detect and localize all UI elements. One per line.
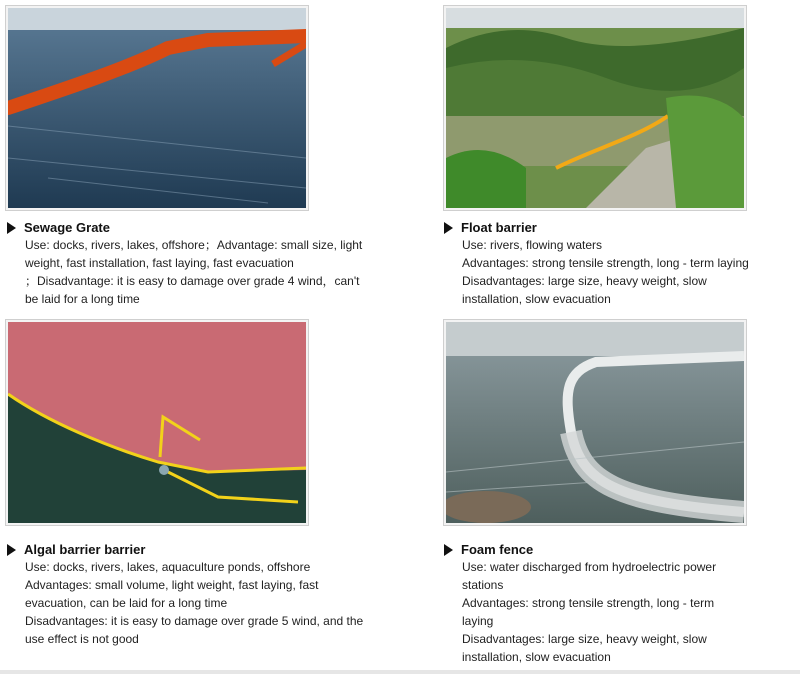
float-barrier-photo: [443, 5, 747, 211]
item-title: Sewage Grate: [24, 220, 110, 235]
item-description: Use: water discharged from hydroelectric power stations Advantages: strong tensile strength, long - term laying Disadvantages: large size, heavy weight, slow installation, slow evacuation: [462, 560, 717, 664]
item-description: Use: docks, rivers, lakes, offshore；Advantage: small size, light weight, fast installation, fast laying, fast evacuation ；Disadvantage: it is easy to damage over grade 4 wind，can't be laid for a long time: [25, 238, 363, 306]
item-title: Float barrier: [461, 220, 537, 235]
bullet-triangle-icon: [444, 222, 453, 234]
item-description: Use: rivers, flowing waters Advantages: strong tensile strength, long - term laying Disadvantages: large size, heavy weight, slow installation, slow evacuation: [462, 238, 749, 306]
algal-barrier-photo: [5, 319, 309, 526]
foam-fence-photo: [443, 319, 747, 526]
item-title: Algal barrier barrier: [24, 542, 146, 557]
item-description: Use: docks, rivers, lakes, aquaculture ponds, offshore Advantages: small volume, light weight, fast laying, fast evacuation, can be laid for a long time Disadvantages: it is easy to damage over grade 5 wind, and the use effect is not good: [25, 560, 364, 646]
bullet-triangle-icon: [7, 544, 16, 556]
bullet-triangle-icon: [444, 544, 453, 556]
sewage-grate-photo: [5, 5, 309, 211]
bullet-triangle-icon: [7, 222, 16, 234]
bottom-divider: [0, 670, 800, 674]
item-title: Foam fence: [461, 542, 534, 557]
